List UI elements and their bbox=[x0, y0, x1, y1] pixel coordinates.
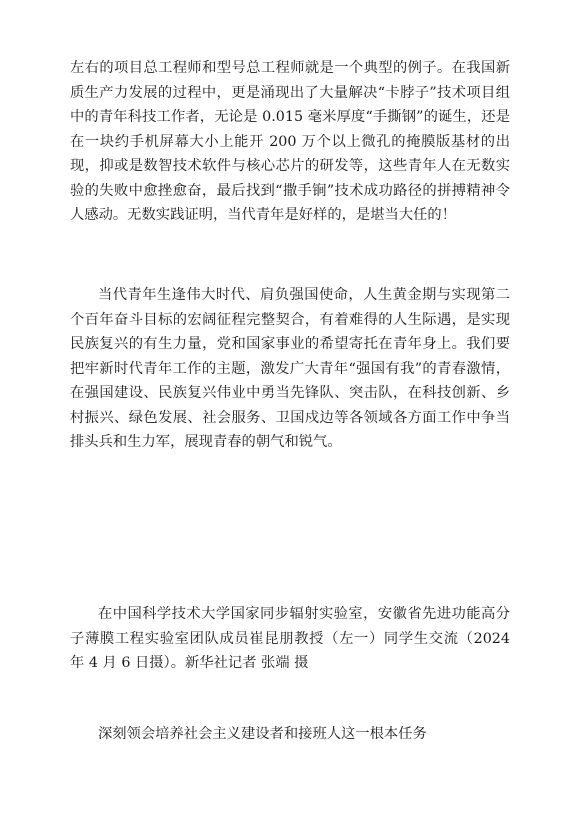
body-paragraph-continuation: 左右的项目总工程师和型号总工程师就是一个典型的例子。在我国新质生产力发展的过程中，更是涌现出了大量解决“卡脖子”技术项目组中的青年科技工作者，无论是 0.015 毫米厚度“手撕钢”的诞生，还是在一块约手机屏幕大小上能开 200 万个以上微孔的掩膜版基材的出现，抑或是数智技术软件与核心芯片的研发等，这些青年人在无数实验的失败中愈挫愈奋，最后找到“撒手锏”技术成功路径的拼搏精神令人感动。无数实践证明，当代青年是好样的，是堪当大任的！ bbox=[70, 60, 510, 223]
body-paragraph: 当代青年生逢伟大时代、肩负强国使命，人生黄金期与实现第二个百年奋斗目标的宏阔征程完整契合，有着难得的人生际遇，是实现民族复兴的有生力量，党和国家事业的希望寄托在青年身上。我们要把牢新时代青年工作的主题，激发广大青年“强国有我”的青春激情，在强国建设、民族复兴伟业中勇当先锋队、突击队，在科技创新、乡村振兴、绿色发展、社会服务、卫国戍边等各领域各方面工作中争当排头兵和生力军，展现青春的朝气和锐气。 bbox=[70, 287, 510, 450]
section-heading: 深刻领会培养社会主义建设者和接班人这一根本任务 bbox=[98, 726, 427, 742]
photo-caption: 在中国科学技术大学国家同步辐射实验室，安徽省先进功能高分子薄膜工程实验室团队成员崔昆朋教授（左一）同学生交流（2024 年 4 月 6 日摄）。新华社记者 张端 摄 bbox=[70, 606, 510, 671]
